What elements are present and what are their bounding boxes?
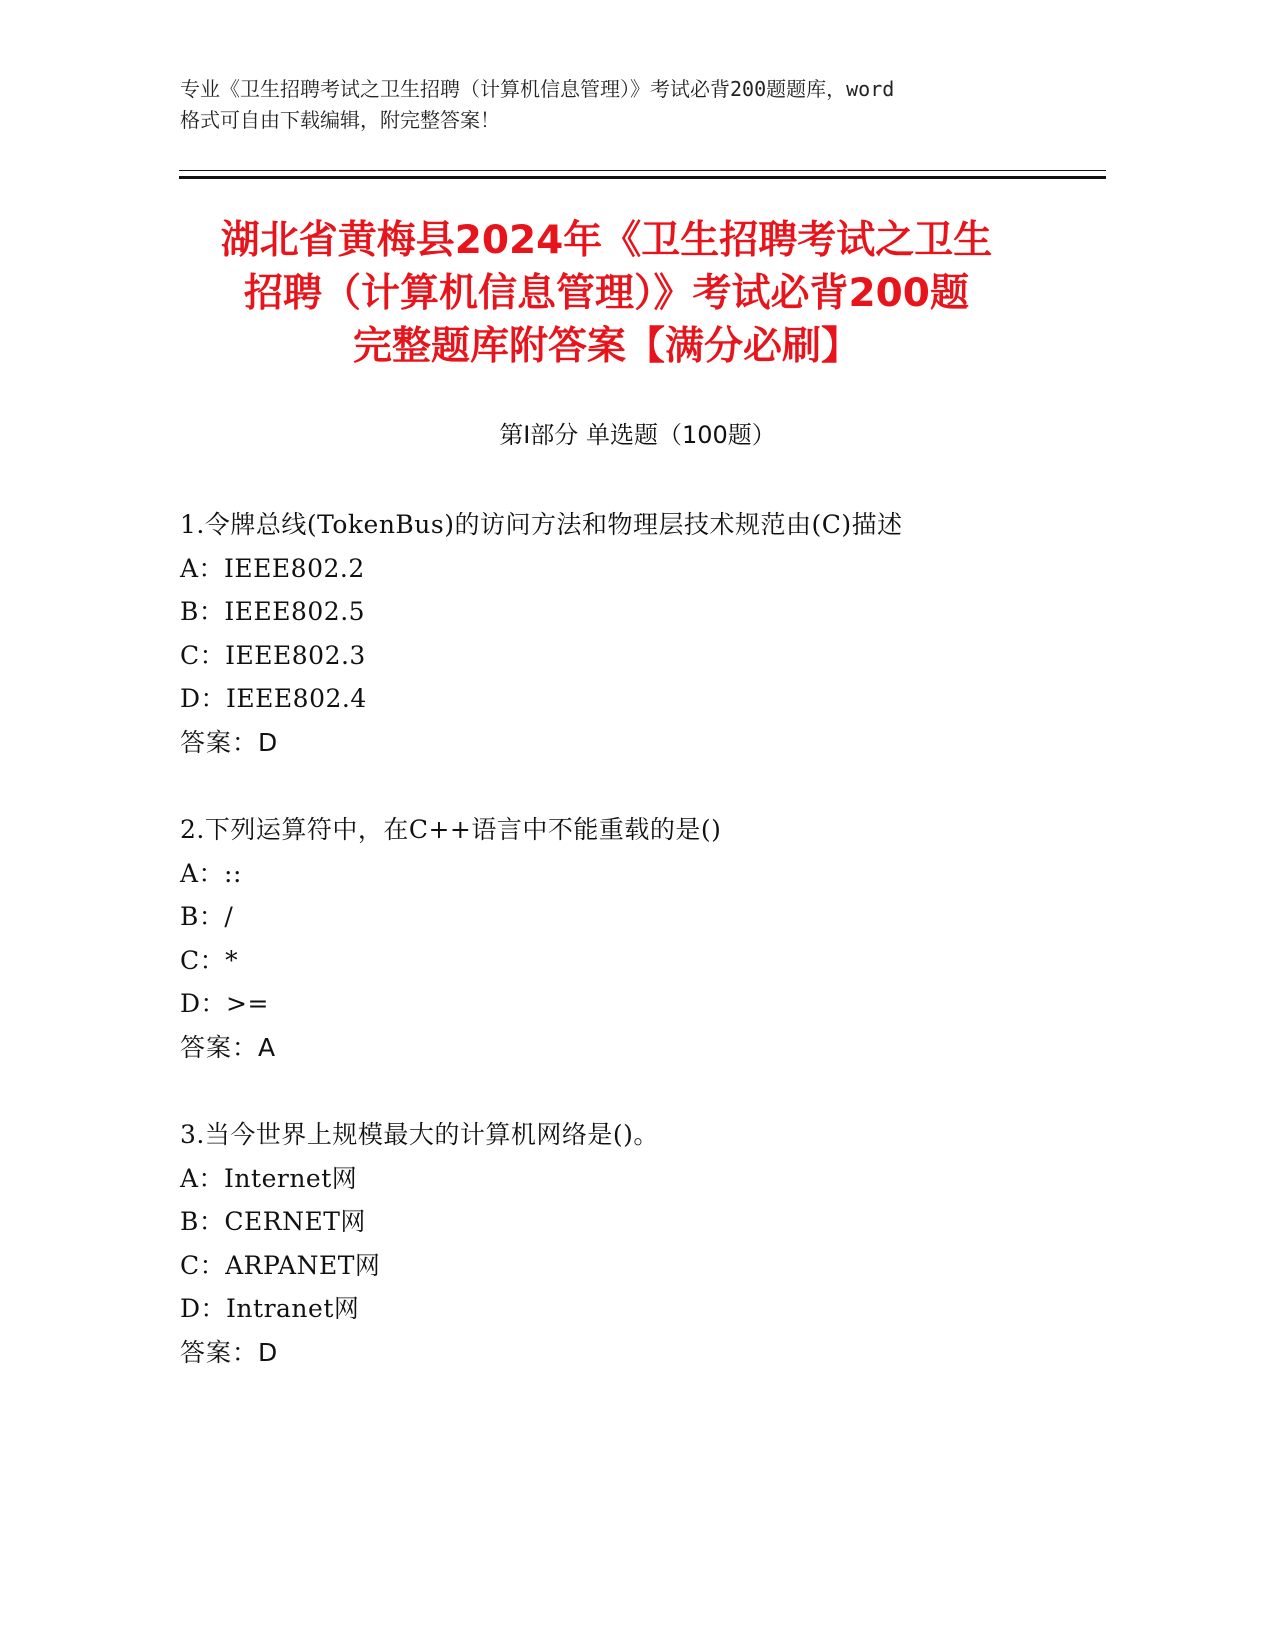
question-3	[180, 1113, 1080, 1374]
option-b: B：IEEE802.5	[180, 597, 366, 626]
option-a: A：Internet网	[180, 1163, 358, 1193]
question-stem: 3.当今世界上规模最大的计算机网络是()。	[180, 1120, 659, 1149]
question-1	[180, 503, 1080, 764]
document-title	[150, 214, 1063, 373]
option-d: D：>=	[180, 989, 269, 1018]
header-note	[180, 74, 1080, 136]
option-c: C：IEEE802.3	[180, 640, 366, 670]
option-c: C：ARPANET网	[180, 1250, 381, 1280]
answer: 答案：D	[180, 727, 279, 757]
document-title-line-2: 招聘（计算机信息管理）》考试必背200题	[244, 271, 969, 316]
answer: 答案：D	[180, 1337, 279, 1367]
question-stem: 1.令牌总线(TokenBus)的访问方法和物理层技术规范由(C)描述	[180, 510, 903, 539]
header-note-line-2: 格式可自由下载编辑，附完整答案！	[180, 108, 500, 132]
document-title-line-1: 湖北省黄梅县2024年《卫生招聘考试之卫生	[220, 218, 993, 263]
section-title: 第Ⅰ部分 单选题（100题）	[499, 421, 776, 449]
answer: 答案：A	[180, 1032, 277, 1062]
option-b: B：CERNET网	[180, 1207, 366, 1236]
header-note-line-1: 专业《卫生招聘考试之卫生招聘（计算机信息管理）》考试必背200题题库，word	[180, 77, 895, 101]
option-c: C：*	[180, 945, 239, 975]
option-a: A：IEEE802.2	[180, 553, 365, 583]
header-divider-thick	[179, 176, 1106, 179]
option-d: D：Intranet网	[180, 1294, 360, 1323]
option-a: A：::	[180, 858, 242, 888]
question-2	[180, 808, 1080, 1069]
option-d: D：IEEE802.4	[180, 684, 367, 713]
header-divider-thin	[179, 170, 1106, 171]
question-stem: 2.下列运算符中，在C++语言中不能重载的是()	[180, 815, 722, 844]
option-b: B：/	[180, 902, 234, 931]
document-title-line-3: 完整题库附答案【满分必刷】	[352, 324, 860, 369]
